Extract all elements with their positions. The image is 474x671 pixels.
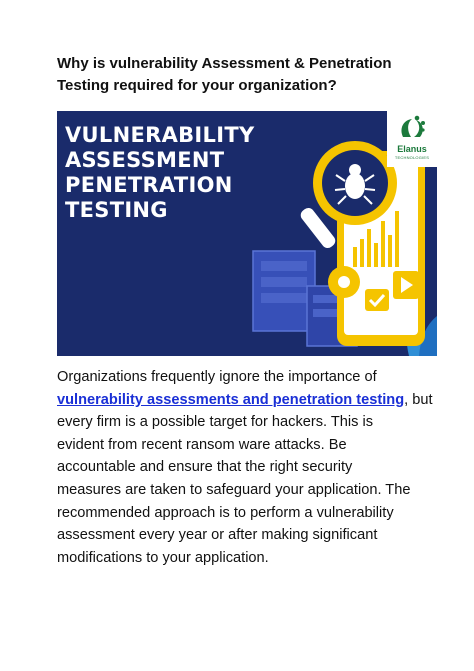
logo-subtitle: TECHNOLOGIES	[394, 155, 430, 160]
hero-title-line: ASSESSMENT	[65, 148, 225, 172]
body-line	[57, 389, 437, 412]
hero-banner	[57, 111, 437, 356]
article-body	[57, 366, 437, 569]
hero-title-line: TESTING	[65, 198, 168, 222]
company-logo	[387, 111, 437, 167]
hero-title-line: PENETRATION	[65, 173, 233, 197]
body-line: evident from recent ransom ware attacks. Be	[57, 436, 347, 453]
article-heading	[57, 53, 437, 97]
body-line: every firm is a possible target for hackers. This is	[57, 414, 374, 431]
body-line: assessment every year or after making significant	[57, 527, 378, 544]
logo-name: Elanus	[397, 144, 427, 154]
body-line: Organizations frequently ignore the importance of	[57, 369, 377, 385]
body-line: measures are taken to safeguard your application. The	[57, 481, 411, 498]
gear-icon	[328, 266, 360, 298]
heading-line-1: Why is vulnerability Assessment & Penetration	[57, 55, 392, 72]
body-line: modifications to your application.	[57, 549, 269, 566]
hero-title-line: VULNERABILITY	[65, 123, 255, 147]
body-line: accountable and ensure that the right security	[57, 459, 353, 476]
body-line: recommended approach is to perform a vulnerability	[57, 504, 394, 521]
vapt-link[interactable]: vulnerability assessments and penetration testing	[57, 391, 405, 408]
play-icon	[393, 271, 419, 299]
heading-line-2: Testing required for your organization?	[57, 77, 337, 94]
body-line-suffix: , but	[404, 391, 433, 408]
checkmark-icon	[365, 289, 389, 311]
hero-title	[65, 123, 280, 223]
logo-mark-icon	[387, 111, 437, 145]
